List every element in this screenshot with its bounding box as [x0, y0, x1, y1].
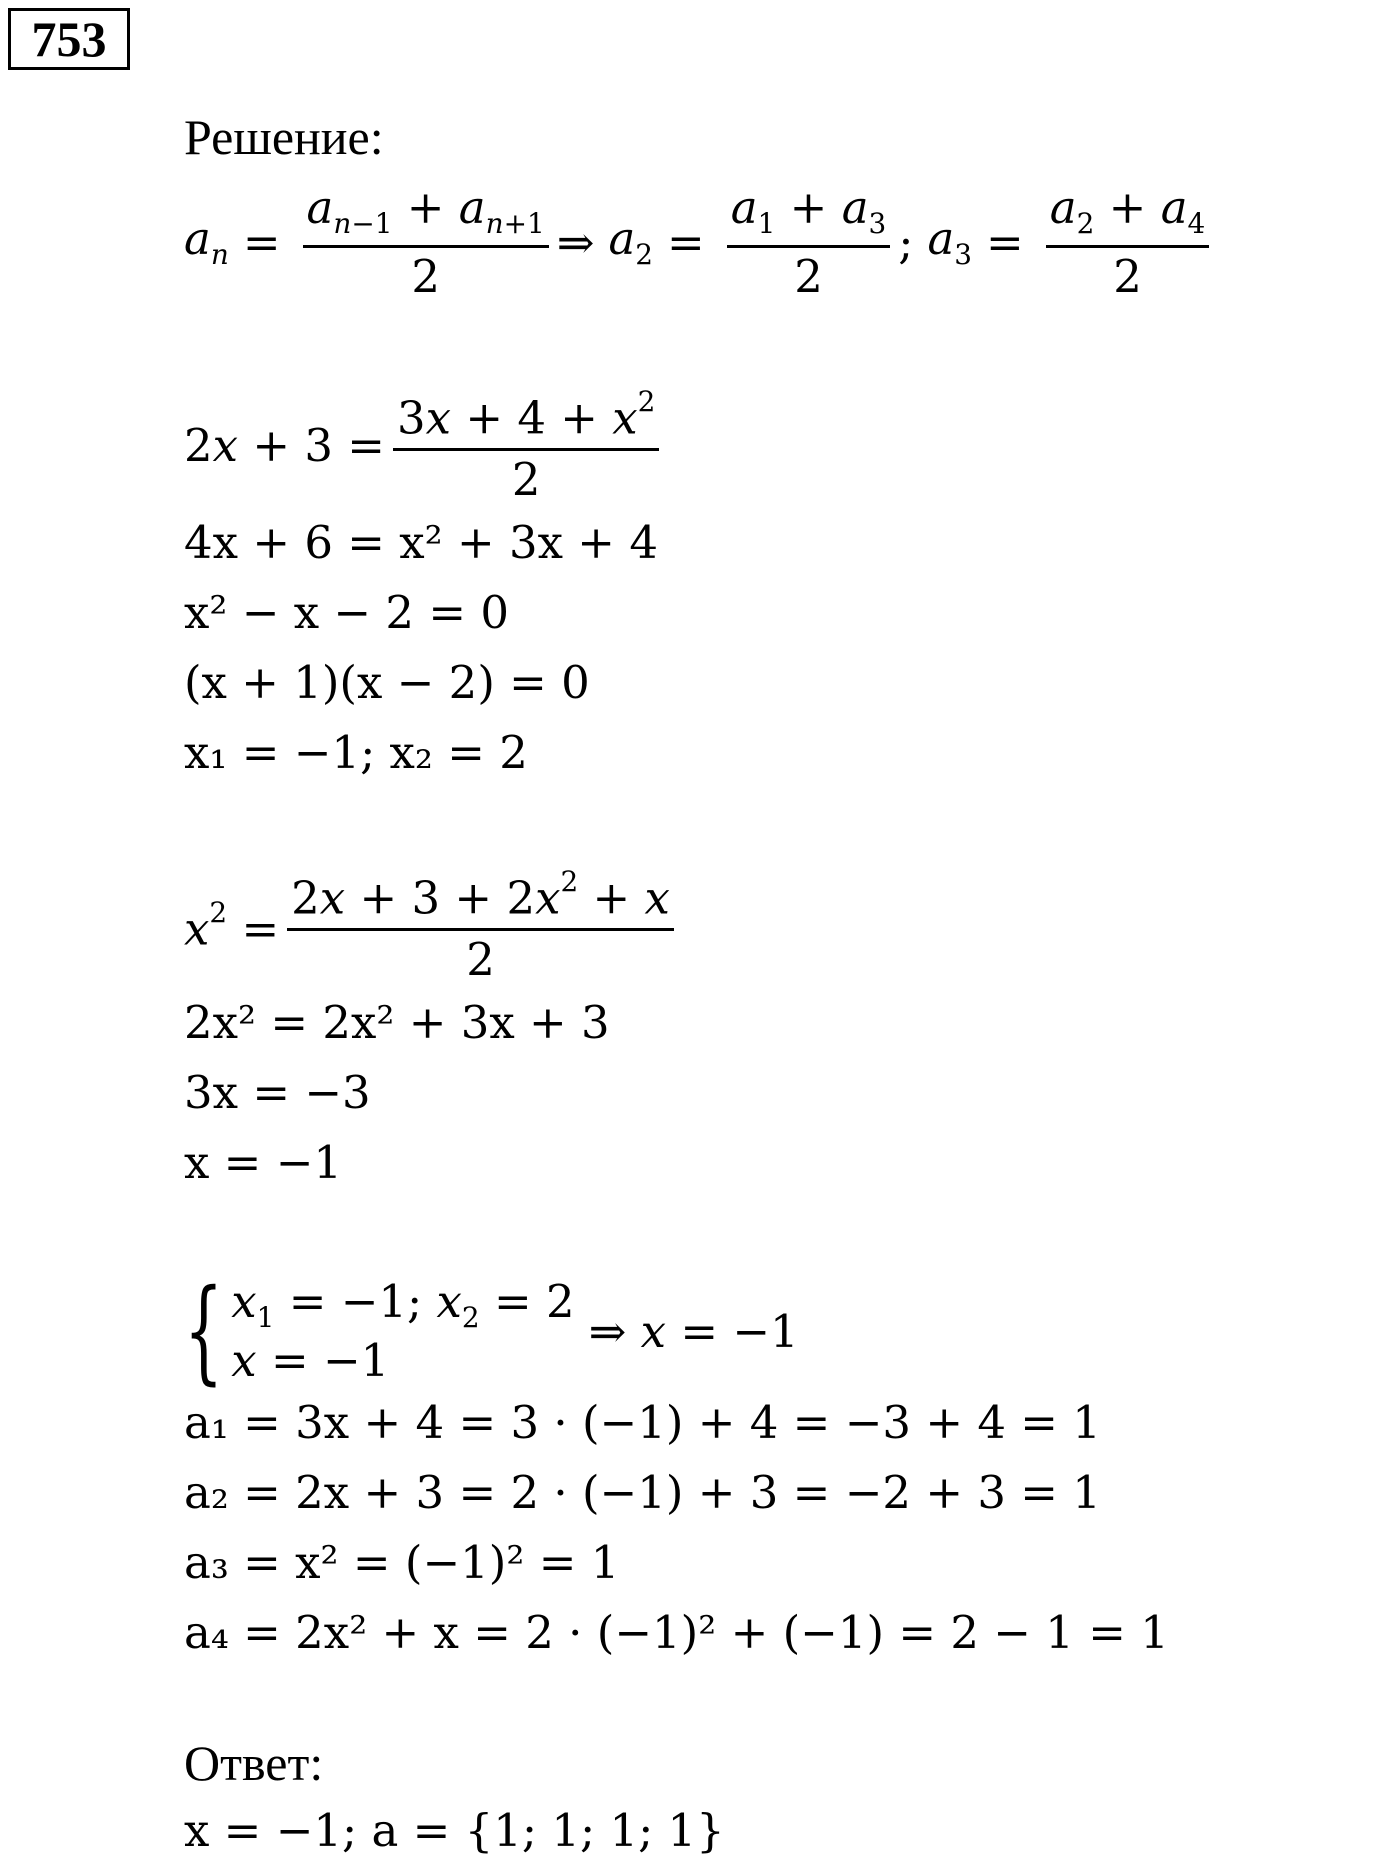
equation-line-13: 3x = −3	[184, 1066, 371, 1119]
answer-label: Ответ:	[184, 1735, 324, 1791]
fraction: $\frac{3x + 4 + x^2}{2}$	[393, 388, 659, 502]
brace-icon: {	[184, 1266, 224, 1396]
solution-label: Решение:	[184, 109, 384, 165]
equation-line-6: 2x + 3 = $\frac{3x + 4 + x^2}{2}$	[184, 380, 667, 510]
formula-line-1: $a_n$ = $\frac{a_{n-1} + a_{n+1}}{2}$ ⇒ $a_2$ = $\frac{a_1 + a_3}{2}$ ; $a_3$ = $\frac{a_2 + a_4}{2}$	[184, 176, 1217, 308]
equation-line-10: x₁ = −1; x₂ = 2	[184, 726, 528, 779]
fraction: $\frac{a_{n-1} + a_{n+1}}{2}$	[303, 185, 549, 300]
equation-line-8: x² − x − 2 = 0	[184, 586, 509, 639]
fraction: $\frac{a_1 + a_3}{2}$	[727, 185, 891, 300]
equation-line-11: $x^2$ = $\frac{2x + 3 + 2x^2 + x}{2}$	[184, 860, 682, 990]
equation-line-9: (x + 1)(x − 2) = 0	[184, 656, 590, 709]
equation-line-7: 4x + 6 = x² + 3x + 4	[184, 516, 658, 569]
equation-line-14: x = −1	[184, 1136, 343, 1189]
fraction: $\frac{a_2 + a_4}{2}$	[1046, 185, 1210, 300]
equation-line-12: 2x² = 2x² + 3x + 3	[184, 996, 610, 1049]
problem-number-badge: 753	[8, 8, 130, 70]
fraction: $\frac{2x + 3 + 2x^2 + x}{2}$	[287, 868, 674, 982]
equation-line-17: a₂ = 2x + 3 = 2 · (−1) + 3 = −2 + 3 = 1	[184, 1466, 1101, 1519]
answer-line: x = −1; a = {1; 1; 1; 1}	[184, 1804, 725, 1857]
system-of-equations: { $x_1 = -1$; $x_2 = 2$ x = −1 ⇒ x = −1	[184, 1266, 799, 1396]
equation-line-19: a₄ = 2x² + x = 2 · (−1)² + (−1) = 2 − 1 = 1	[184, 1606, 1169, 1659]
equation-line-16: a₁ = 3x + 4 = 3 · (−1) + 4 = −3 + 4 = 1	[184, 1396, 1101, 1449]
equation-line-18: a₃ = x² = (−1)² = 1	[184, 1536, 620, 1589]
